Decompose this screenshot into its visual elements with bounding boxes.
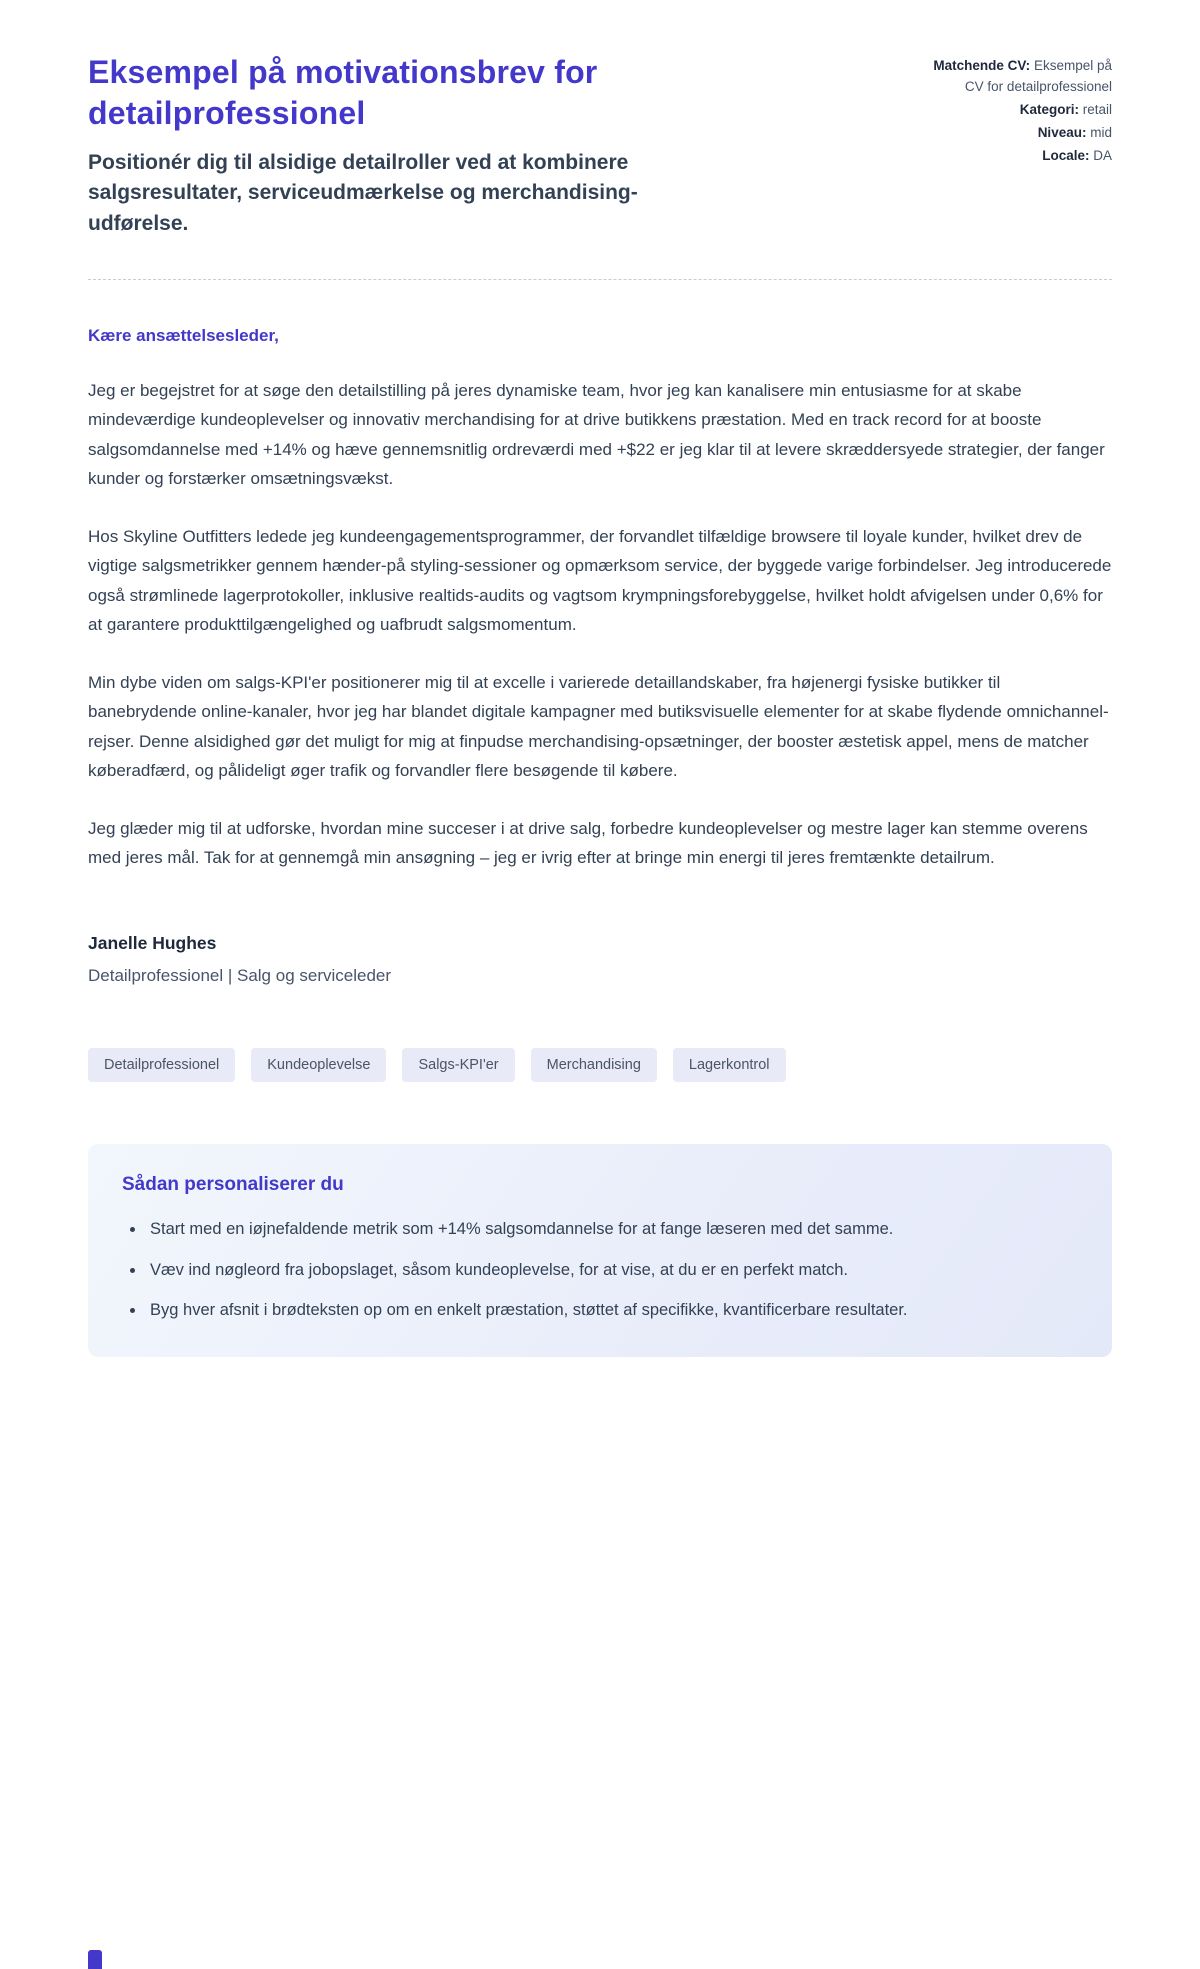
divider	[88, 279, 1112, 280]
letter-body	[88, 326, 1112, 985]
tag-chip: Lagerkontrol	[673, 1048, 786, 1083]
tip-item: • Byg hver afsnit i brødteksten op om en enkelt præstation, støttet af specifikke, kvantificerbare resultater.	[146, 1297, 1078, 1325]
meta-value: retail	[1082, 101, 1112, 117]
meta-row-locale	[912, 146, 1112, 167]
meta-row-category	[912, 100, 1112, 121]
tips-box	[88, 1144, 1112, 1357]
meta-label: Kategori:	[1019, 101, 1079, 117]
page-title: Eksempel på motivationsbrev for detailprofessionel	[88, 54, 598, 131]
meta-row-matching-cv	[912, 56, 1112, 98]
signature-title: Detailprofessionel | Salg og serviceleder	[88, 965, 392, 985]
tip-item: • Væv ind nøgleord fra jobopslaget, såsom kundeoplevelse, for at vise, at du er en perfekt match.	[146, 1257, 1078, 1285]
letter-paragraph: Jeg er begejstret for at søge den detailstilling på jeres dynamiske team, hvor jeg kan kanalisere min entusiasme for at skabe mindeværdige kundeoplevelser og innovativ merchandising for at drive butikkens præstation. Med en track record for at booste salgsomdannelse med +14% og hæve gennemsnitlig ordreværdi med +$22 er jeg klar til at levere skræddersyede strategier, der fanger kunder og forstærker omsætningsvækst.	[88, 381, 1105, 488]
meta-value: DA	[1093, 147, 1112, 163]
header-title-block	[88, 52, 912, 239]
letter-paragraph: Hos Skyline Outfitters ledede jeg kundeengagementsprogrammer, der forvandlet tilfældige browsere til loyale kunder, hvilket drev de vigtige salgsmetrikker gennem hænder-på styling-sessioner og opmærksom service, der byggede varige forbindelser. Jeg introducerede også strømlinede lagerprotokoller, inklusive realtids-audits og vagtsom krympningsforebyggelse, hvilket holdt afvigelsen under 0,6% for at garantere produkttilgængelighed og uafbrudt salgsmomentum.	[88, 527, 1112, 634]
tag-chip: Detailprofessionel	[88, 1048, 235, 1083]
tag-chip: Kundeoplevelse	[251, 1048, 386, 1083]
letter-paragraph: Min dybe viden om salgs-KPI'er positionerer mig til at excelle i varierede detaillandskaber, fra højenergi fysiske butikker til banebrydende online-kanaler, hvor jeg har blandet digitale kampagner med butiksvisuelle elementer for at skabe flydende omnichannel-rejser. Denne alsidighed gør det muligt for mig at finpudse merchandising-opsætninger, der booster æstetisk appel, mens de matcher køberadfærd, og pålideligt øger trafik og forvandler flere besøgende til købere.	[88, 673, 1109, 780]
tips-list	[122, 1216, 1078, 1325]
header	[88, 52, 1112, 239]
meta-block	[912, 52, 1112, 169]
letter-paragraph: Jeg glæder mig til at udforske, hvordan mine succeser i at drive salg, forbedre kundeoplevelser og mestre lager kan stemme overens med jeres mål. Tak for at gennemgå min ansøgning – jeg er ivrig efter at bringe min energi til jeres fremtænkte detailrum.	[88, 819, 1088, 868]
meta-value: Eksempel på CV for detailprofessionel	[964, 58, 1112, 94]
page-subtitle: Positionér dig til alsidige detailroller ved at kombinere salgsresultater, serviceudmærkelse og merchandising-udførelse.	[88, 150, 638, 235]
tips-heading: Sådan personaliserer du	[122, 1174, 344, 1195]
tip-item: • Start med en iøjnefaldende metrik som +14% salgsomdannelse for at fange læseren med det samme.	[146, 1216, 1078, 1244]
tag-chip: Merchandising	[531, 1048, 657, 1083]
tags-row	[88, 1048, 1112, 1083]
meta-label: Locale:	[1042, 147, 1090, 163]
signature-block	[88, 933, 1112, 986]
meta-label: Niveau:	[1037, 124, 1087, 140]
letter-paragraphs	[88, 376, 1112, 872]
signature-name: Janelle Hughes	[88, 932, 217, 953]
meta-value: mid	[1090, 124, 1112, 140]
letter-greeting: Kære ansættelsesleder,	[88, 326, 279, 346]
bottom-accent-fragment	[88, 1950, 102, 1969]
meta-row-level	[912, 123, 1112, 144]
meta-label: Matchende CV:	[933, 58, 1031, 73]
tag-chip: Salgs-KPI'er	[402, 1048, 514, 1083]
